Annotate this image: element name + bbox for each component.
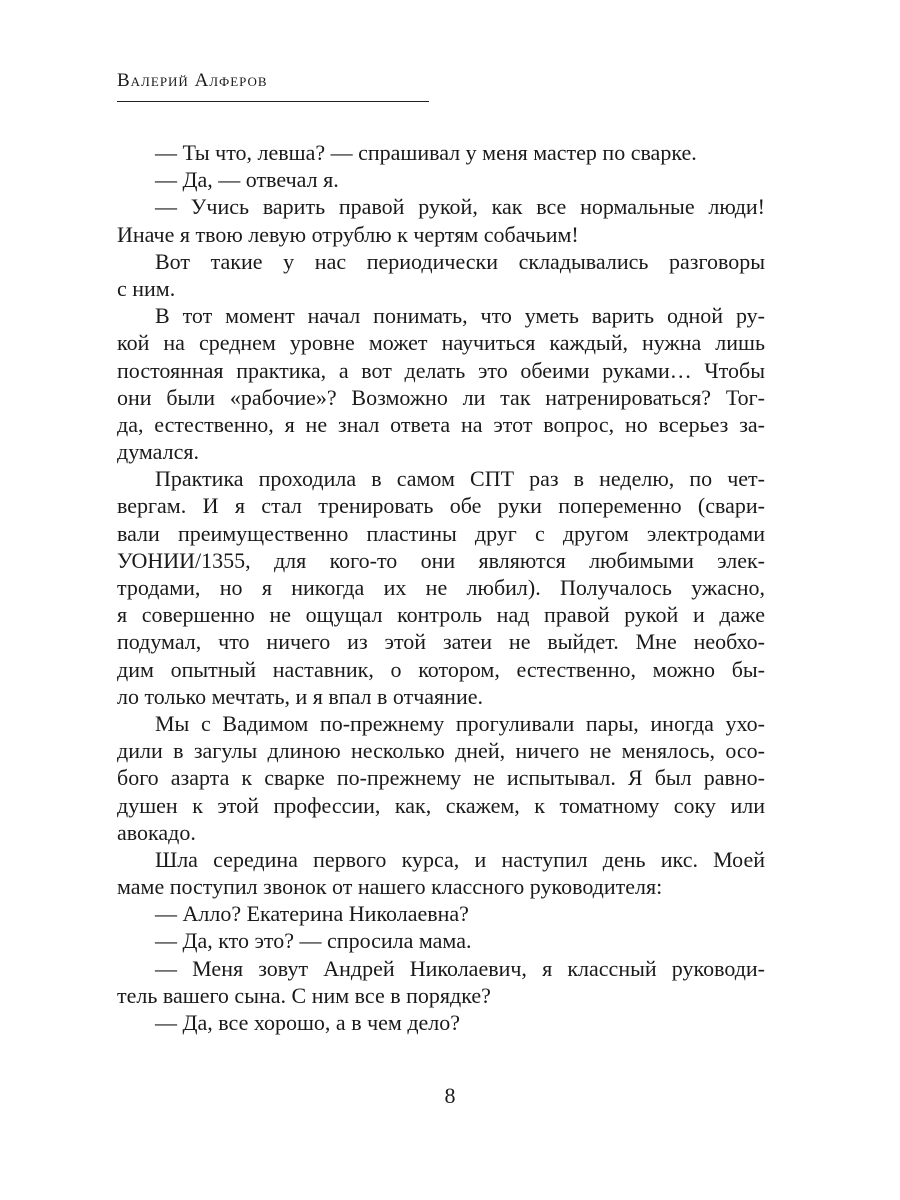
- text-line: УОНИИ/1355, для кого-то они являются любимыми элек-: [117, 547, 765, 573]
- header-rule: [117, 101, 429, 102]
- text-line: — Учись варить правой рукой, как все нормальные люди!: [155, 194, 765, 220]
- body-text: [117, 139, 765, 1036]
- paragraph: [117, 955, 765, 1009]
- text-line: Иначе я твою левую отрублю к чертям собачьим!: [117, 221, 579, 247]
- text-line: В тот момент начал понимать, что уметь варить одной ру-: [155, 303, 765, 329]
- paragraph: [117, 166, 765, 193]
- text-line: постоянная практика, а вот делать это обеими руками… Чтобы: [117, 357, 765, 383]
- text-line: Практика проходила в самом СПТ раз в неделю, по чет-: [155, 466, 765, 492]
- text-line: — Алло? Екатерина Николаевна?: [155, 901, 469, 927]
- paragraph: [117, 248, 765, 302]
- text-line: кой на среднем уровне может научиться каждый, нужна лишь: [117, 330, 765, 356]
- paragraph: [117, 900, 765, 927]
- running-head: Валерий Алферов: [117, 70, 268, 91]
- text-line: Вот такие у нас периодически складывались разговоры: [155, 248, 765, 274]
- text-line: дим опытный наставник, о котором, естественно, можно бы-: [117, 656, 765, 682]
- paragraph: [117, 465, 765, 710]
- text-line: тель вашего сына. С ним все в порядке?: [117, 982, 491, 1008]
- text-line: с ним.: [117, 275, 176, 301]
- text-line: — Да, — отвечал я.: [155, 167, 339, 193]
- text-line: ло только мечтать, и я впал в отчаяние.: [117, 683, 483, 709]
- text-line: — Ты что, левша? — спрашивал у меня мастер по сварке.: [155, 140, 697, 165]
- text-line: думался.: [117, 439, 199, 465]
- page-number: 8: [444, 1083, 456, 1108]
- text-line: вергам. И я стал тренировать обе руки попеременно (свари-: [117, 493, 765, 519]
- paragraph: [117, 193, 765, 247]
- text-line: вали преимущественно пластины друг с другом электродами: [117, 520, 765, 546]
- text-line: я совершенно не ощущал контроль над правой рукой и даже: [117, 602, 765, 628]
- text-line: — Да, все хорошо, а в чем дело?: [155, 1010, 461, 1035]
- text-line: тродами, но я никогда их не любил). Получалось ужасно,: [117, 575, 765, 600]
- text-line: да, естественно, я не знал ответа на этот вопрос, но всерьез за-: [117, 411, 765, 437]
- text-line: — Да, кто это? — спросила мама.: [155, 928, 472, 954]
- text-line: — Меня зовут Андрей Николаевич, я классный руководи-: [155, 955, 765, 981]
- paragraph: [117, 927, 765, 954]
- text-line: маме поступил звонок от нашего классного руководителя:: [117, 874, 663, 900]
- text-line: авокадо.: [117, 819, 196, 845]
- text-line: дили в загулы длиною несколько дней, ничего не менялось, осо-: [117, 738, 765, 764]
- paragraph: [117, 846, 765, 900]
- text-line: бого азарта к сварке по-прежнему не испытывал. Я был равно-: [117, 765, 765, 791]
- paragraph: [117, 1009, 765, 1036]
- paragraph: [117, 302, 765, 465]
- paragraph: [117, 710, 765, 846]
- text-line: они были «рабочие»? Возможно ли так натренироваться? Тог-: [117, 384, 765, 410]
- text-line: Мы с Вадимом по-прежнему прогуливали пары, иногда ухо-: [155, 710, 765, 736]
- text-line: душен к этой профессии, как, скажем, к томатному соку или: [117, 792, 765, 818]
- text-line: подумал, что ничего из этой затеи не выйдет. Мне необхо-: [117, 629, 765, 655]
- paragraph: [117, 139, 765, 166]
- text-line: Шла середина первого курса, и наступил день икс. Моей: [155, 846, 765, 872]
